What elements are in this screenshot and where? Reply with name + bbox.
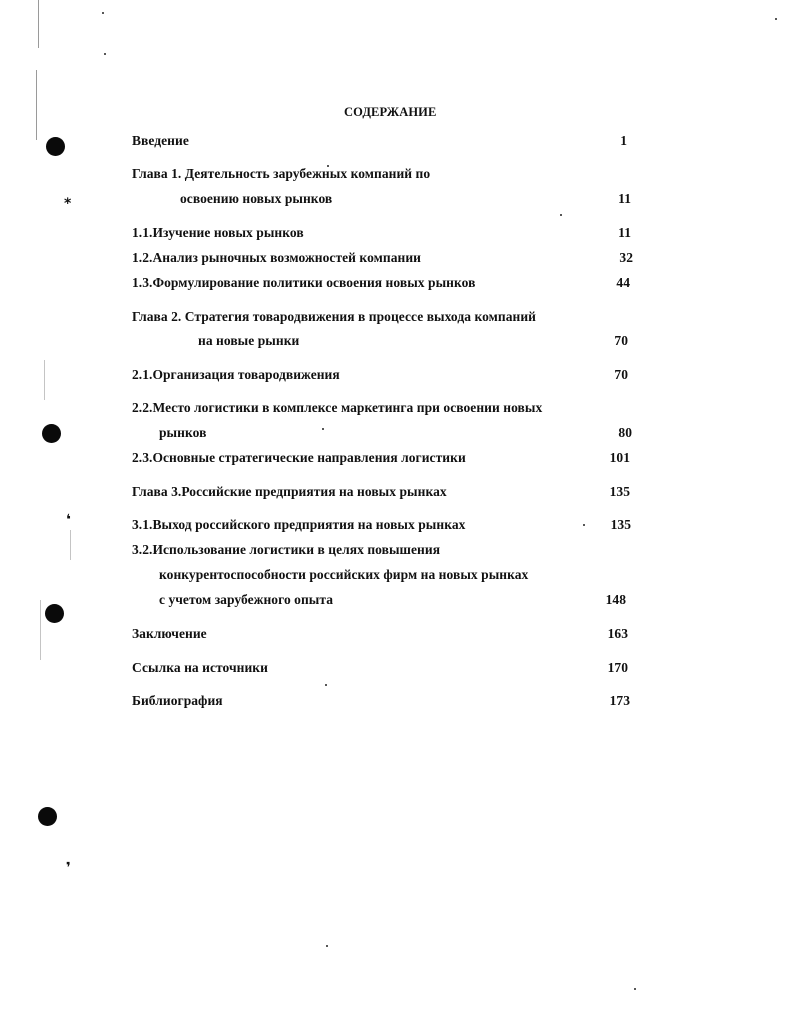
scan-edge-line — [70, 530, 71, 560]
scan-speck — [634, 988, 636, 990]
punch-hole-icon — [42, 424, 61, 443]
toc-entry-2-2-cont: рынков — [159, 425, 207, 440]
toc-entry-1-3: 1.3.Формулирование политики освоения новых рынков — [132, 275, 476, 290]
punch-hole-icon — [46, 137, 65, 156]
scan-mark-icon: ❜ — [66, 860, 71, 876]
punch-hole-icon — [45, 604, 64, 623]
toc-entry-2-1: 2.1.Организация товародвижения — [132, 367, 340, 382]
toc-entry-introduction: Введение — [132, 133, 189, 148]
toc-entry-chapter-1: Глава 1. Деятельность зарубежных компаний по — [132, 166, 431, 181]
toc-entry-chapter-2-cont: на новые рынки — [198, 333, 300, 348]
scan-mark-icon: ❛ — [66, 512, 71, 528]
scan-speck — [322, 428, 324, 430]
toc-entry-1-1: 1.1.Изучение новых рынков — [132, 225, 304, 240]
toc-entry-3-2-cont2: с учетом зарубежного опыта — [159, 592, 334, 607]
scan-speck — [104, 53, 106, 55]
toc-entry-chapter-2: Глава 2. Стратегия товародвижения в процессе выхода компаний — [132, 309, 536, 324]
toc-entry-1-2: 1.2.Анализ рыночных возможностей компании — [132, 250, 421, 265]
scan-speck — [325, 684, 327, 686]
toc-page-number: 1 — [620, 133, 627, 148]
scan-speck — [775, 18, 777, 20]
toc-page-number: 163 — [607, 626, 628, 641]
toc-page-number: 135 — [609, 484, 630, 499]
toc-entry-sources: Ссылка на источники — [132, 660, 268, 675]
scan-speck — [102, 12, 104, 14]
toc-entry-chapter-1-cont: освоению новых рынков — [180, 191, 333, 206]
toc-entry-bibliography: Библиография — [132, 693, 223, 708]
toc-page-number: 135 — [610, 517, 631, 532]
toc-page-number: 32 — [619, 250, 633, 265]
toc-page-number: 170 — [607, 660, 628, 675]
toc-entry-chapter-3: Глава 3.Российские предприятия на новых рынках — [132, 484, 447, 499]
toc-page-number: 148 — [605, 592, 626, 607]
scan-edge-line — [40, 600, 41, 660]
toc-page-number: 70 — [614, 367, 628, 382]
page-title: СОДЕРЖАНИЕ — [344, 105, 437, 119]
toc-entry-3-2-cont: конкурентоспособности российских фирм на новых рынках — [159, 567, 529, 582]
toc-page-number: 80 — [618, 425, 632, 440]
toc-page-number: 11 — [618, 191, 631, 206]
scan-edge-line — [44, 360, 45, 400]
scan-speck — [560, 214, 562, 216]
toc-page-number: 11 — [618, 225, 631, 240]
toc-entry-2-3: 2.3.Основные стратегические направления логистики — [132, 450, 466, 465]
scan-speck — [326, 945, 328, 947]
scan-mark-icon: ⁎ — [64, 192, 72, 208]
toc-entry-3-1: 3.1.Выход российского предприятия на новых рынках — [132, 517, 466, 532]
punch-hole-icon — [38, 807, 57, 826]
toc-page-number: 44 — [616, 275, 630, 290]
toc-page-number: 70 — [614, 333, 628, 348]
toc-page-number: 101 — [609, 450, 630, 465]
toc-entry-conclusion: Заключение — [132, 626, 207, 641]
toc-entry-2-2: 2.2.Место логистики в комплексе маркетинга при освоении новых — [132, 400, 543, 415]
toc-page-number: 173 — [609, 693, 630, 708]
scan-speck — [583, 524, 585, 526]
scan-edge-line — [38, 0, 39, 48]
toc-entry-3-2: 3.2.Использование логистики в целях повышения — [132, 542, 441, 557]
scan-edge-line — [36, 70, 37, 140]
